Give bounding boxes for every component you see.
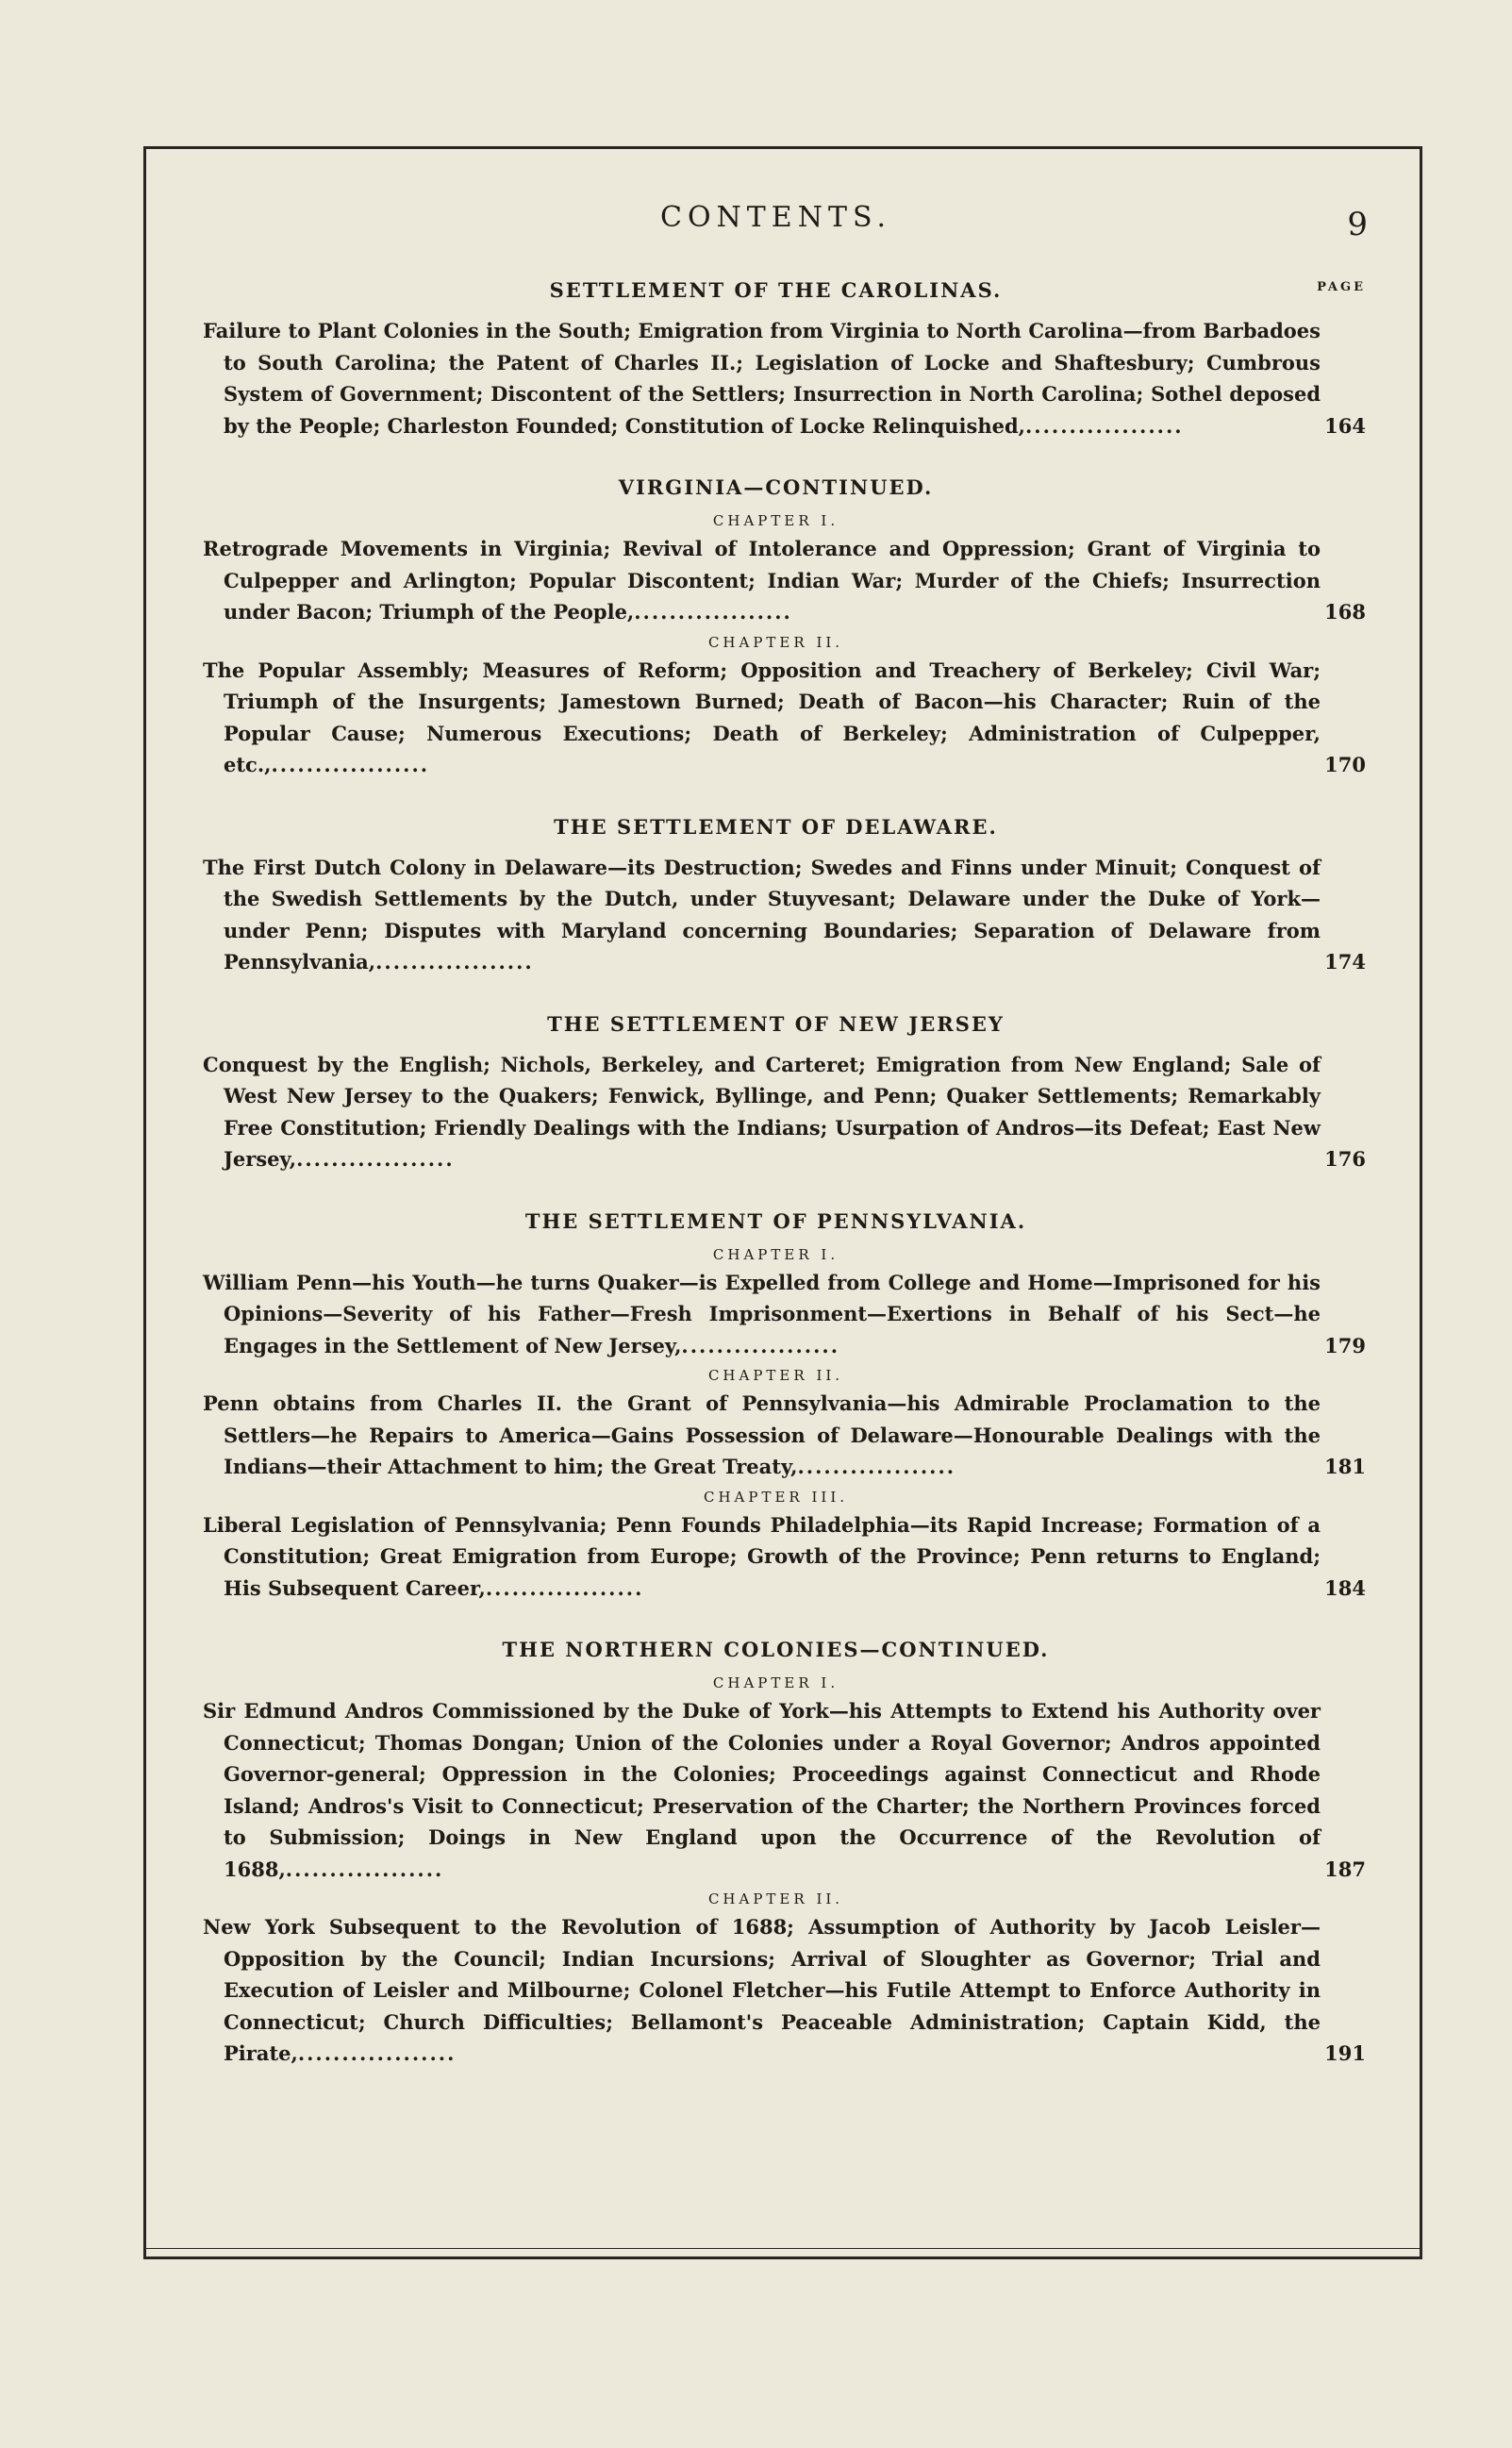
section-title: THE SETTLEMENT OF NEW JERSEY <box>547 1011 1005 1036</box>
chapter-label: CHAPTER II. <box>707 1367 844 1384</box>
toc-section <box>203 1011 1366 1175</box>
entry-text: Sir Edmund Andros Commissioned by the Duke of York—his Attempts to Extend his Authority over Connecticut; Thomas Dongan; Union of the Colonies under a Royal Governor; Andros appointed Governor-general; Oppression in the Colonies; Proceedings against Connecticut and Rhode Island; Andros's Visit to Connecticut; Preservation of the Charter; the Northern Provinces forced to Submission; Doings in New England upon the Occurrence of the Revolution of 1688,.................. <box>203 1699 1321 1881</box>
dot-leader: .................. <box>297 2041 457 2065</box>
page-column-label: PAGE <box>1317 280 1366 294</box>
chapter-label: CHAPTER I. <box>712 1674 839 1691</box>
entry-page-number: 168 <box>1324 600 1366 624</box>
dot-leader: .................. <box>797 1455 956 1478</box>
section-title: VIRGINIA—CONTINUED. <box>618 475 934 499</box>
dot-leader: .................. <box>485 1575 644 1600</box>
dot-leader: .................. <box>681 1333 840 1357</box>
section-title: THE SETTLEMENT OF DELAWARE. <box>554 814 998 839</box>
section-title: THE SETTLEMENT OF PENNSYLVANIA. <box>524 1208 1027 1233</box>
toc-section <box>203 1208 1366 1605</box>
section-title-text: SETTLEMENT OF THE CAROLINAS. <box>549 278 1003 302</box>
toc-section <box>203 1638 1366 2070</box>
toc-entry[interactable] <box>203 1509 1366 1605</box>
entry-text: The Popular Assembly; Measures of Reform; Opposition and Treachery of Berkeley; Civil War; Triumph of the Insurgents; Jamestown Burned; Death of Bacon—his Character; Ruin of the Popular Cause; Numerous Executions; Death of Berkeley; Administration of Culpepper, etc.,.................. <box>203 658 1321 776</box>
entry-page-number: 176 <box>1324 1147 1366 1171</box>
chapter-label: CHAPTER II. <box>707 633 844 651</box>
entry-text: Retrograde Movements in Virginia; Revival of Intolerance and Oppression; Grant of Virginia to Culpepper and Arlington; Popular Discontent; Indian War; Murder of the Chiefs; Insurrection under Bacon; Triumph of the People,.................. <box>203 537 1321 624</box>
toc-entry[interactable] <box>203 1267 1366 1362</box>
toc-section <box>203 278 1366 441</box>
toc-entry[interactable] <box>203 1695 1366 1885</box>
entry-text: Conquest by the English; Nichols, Berkeley, and Carteret; Emigration from New England; Sale of West New Jersey to the Quakers; Fenwick, Byllinge, and Penn; Quaker Settlements; Remarkably Free Constitution; Friendly Dealings with the Indians; Usurpation of Andros—its Defeat; East New Jersey,.................. <box>203 1052 1321 1171</box>
page-frame <box>143 146 1422 2259</box>
toc-entry[interactable] <box>203 655 1366 781</box>
toc-entry[interactable] <box>203 533 1366 628</box>
chapter-label: CHAPTER I. <box>712 512 839 529</box>
entry-text: Penn obtains from Charles II. the Grant of Pennsylvania—his Admirable Proclamation to the Settlers—he Repairs to America—Gains Possession of Delaware—Honourable Dealings with the Indians—their Attachment to him; the Great Treaty,.................. <box>203 1391 1321 1478</box>
toc-section <box>203 814 1366 978</box>
entry-text: William Penn—his Youth—he turns Quaker—is Expelled from College and Home—Imprisoned for his Opinions—Severity of his Father—Fresh Imprisonment—Exertions in Behalf of his Sect—he Engages in the Settlement of New Jersey,.................. <box>203 1270 1321 1357</box>
chapter-label: CHAPTER II. <box>707 1890 844 1907</box>
dot-leader: .................. <box>285 1857 444 1881</box>
dot-leader: .................. <box>271 753 430 776</box>
dot-leader: .................. <box>634 600 792 624</box>
dot-leader: .................. <box>1024 413 1184 438</box>
section-title: THE NORTHERN COLONIES—CONTINUED. <box>502 1638 1050 1661</box>
page-number: 9 <box>1347 206 1368 243</box>
entry-text: New York Subsequent to the Revolution of 1688; Assumption of Authority by Jacob Leisler—Opposition by the Council; Indian Incursions; Arrival of Sloughter as Governor; Trial and Execution of Leisler and Milbourne; Colonel Fletcher—his Futile Attempt to Enforce Authority in Connecticut; Church Difficulties; Bellamont's Peaceable Administration; Captain Kidd, the Pirate,.................. <box>203 1915 1321 2065</box>
dot-leader: .................. <box>375 950 534 974</box>
toc-entry[interactable] <box>203 1049 1366 1175</box>
entry-page-number: 184 <box>1324 1575 1366 1600</box>
dot-leader: .................. <box>296 1147 455 1171</box>
toc-entry[interactable] <box>203 315 1366 441</box>
entry-text: The First Dutch Colony in Delaware—its Destruction; Swedes and Finns under Minuit; Conquest of the Swedish Settlements by the Dutch, under Stuyvesant; Delaware under the Duke of York—under Penn; Disputes with Maryland concerning Boundaries; Separation of Delaware from Pennsylvania,.................. <box>203 855 1321 974</box>
toc-entry[interactable] <box>203 852 1366 978</box>
entry-page-number: 164 <box>1324 413 1366 438</box>
toc-entry[interactable] <box>203 1388 1366 1483</box>
contents-body <box>203 201 1368 2070</box>
running-title: CONTENTS. <box>660 201 891 234</box>
section-title <box>203 278 1366 302</box>
chapter-label: CHAPTER III. <box>703 1488 849 1506</box>
entry-page-number: 181 <box>1324 1455 1366 1478</box>
page-header <box>203 201 1368 258</box>
entry-page-number: 174 <box>1324 950 1366 974</box>
chapter-label: CHAPTER I. <box>712 1245 839 1263</box>
entry-page-number: 170 <box>1324 753 1366 776</box>
entry-text: Failure to Plant Colonies in the South; Emigration from Virginia to North Carolina—from Barbadoes to South Carolina; the Patent of Charles II.; Legislation of Locke and Shaftesbury; Cumbrous System of Government; Discontent of the Settlers; Insurrection in North Carolina; Sothel deposed by the People; Charleston Founded; Constitution of Locke Relinquished,.................. <box>203 319 1321 438</box>
toc-entry[interactable] <box>203 1911 1366 2070</box>
entry-text: Liberal Legislation of Pennsylvania; Penn Founds Philadelphia—its Rapid Increase; Formation of a Constitution; Great Emigration from Europe; Growth of the Province; Penn returns to England; His Subsequent Career,.................. <box>203 1512 1321 1600</box>
entry-page-number: 179 <box>1324 1333 1366 1357</box>
entry-page-number: 191 <box>1324 2041 1366 2065</box>
entry-page-number: 187 <box>1324 1857 1366 1881</box>
toc-section <box>203 475 1366 781</box>
